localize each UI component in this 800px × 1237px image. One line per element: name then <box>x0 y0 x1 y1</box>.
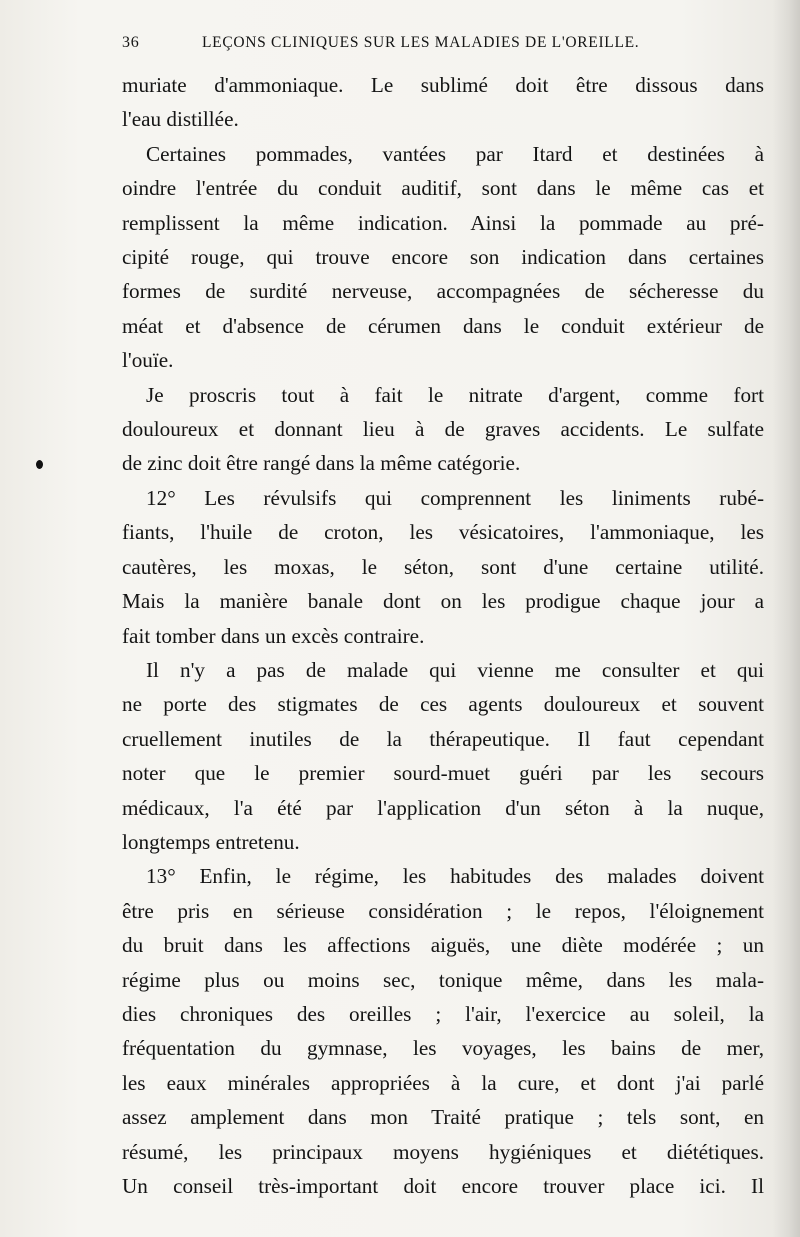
text-line: dies chroniques des oreilles ; l'air, l'exercice au soleil, la <box>122 1001 764 1026</box>
page-header <box>122 34 762 56</box>
text-line: médicaux, l'a été par l'application d'un séton à la nuque, <box>122 795 764 820</box>
text-line: fiants, l'huile de croton, les vésicatoires, l'ammoniaque, les <box>122 520 764 545</box>
text-line: être pris en sérieuse considération ; le repos, l'éloignement <box>122 898 764 923</box>
text-line: méat et d'absence de cérumen dans le conduit extérieur de <box>122 313 764 338</box>
text-line: fait tomber dans un excès contraire. <box>122 623 425 648</box>
text-line: remplissent la même indication. Ainsi la pommade au pré- <box>122 210 764 235</box>
text-line: résumé, les principaux moyens hygiéniques et diététiques. <box>122 1139 764 1164</box>
text-line: Je proscris tout à fait le nitrate d'argent, comme fort <box>146 382 764 407</box>
text-line: cipité rouge, qui trouve encore son indication dans certaines <box>122 245 764 270</box>
body-text <box>122 68 764 1203</box>
page-gutter-shadow <box>772 0 800 1237</box>
text-line: les eaux minérales appropriées à la cure, et dont j'ai parlé <box>122 1070 764 1095</box>
text-line: Il n'y a pas de malade qui vienne me consulter et qui <box>146 657 764 682</box>
text-line: l'ouïe. <box>122 348 174 373</box>
margin-ink-mark <box>36 460 43 469</box>
text-line: cruellement inutiles de la thérapeutique. Il faut cependant <box>122 726 764 751</box>
text-line: régime plus ou moins sec, tonique même, dans les mala- <box>122 967 764 992</box>
text-line: du bruit dans les affections aiguës, une diète modérée ; un <box>122 933 764 958</box>
page-number: 36 <box>122 34 140 51</box>
text-line: fréquentation du gymnase, les voyages, les bains de mer, <box>122 1036 764 1061</box>
text-line: oindre l'entrée du conduit auditif, sont dans le même cas et <box>122 176 764 201</box>
text-line: Certaines pommades, vantées par Itard et destinées à <box>146 141 764 166</box>
text-line: Mais la manière banale dont on les prodigue chaque jour a <box>122 589 764 614</box>
text-line: l'eau distillée. <box>122 107 239 132</box>
text-line: assez amplement dans mon Traité pratique ; tels sont, en <box>122 1105 764 1130</box>
text-line: douloureux et donnant lieu à de graves accidents. Le sulfate <box>122 417 764 442</box>
text-line: Un conseil très-important doit encore trouver place ici. Il <box>122 1174 764 1198</box>
text-line: 12° Les révulsifs qui comprennent les liniments rubé- <box>146 485 764 510</box>
text-line: muriate d'ammoniaque. Le sublimé doit être dissous dans <box>122 73 764 97</box>
text-line: de zinc doit être rangé dans la même catégorie. <box>122 451 521 476</box>
text-line: longtemps entretenu. <box>122 829 300 854</box>
text-line: 13° Enfin, le régime, les habitudes des malades doivent <box>146 864 764 889</box>
text-line: cautères, les moxas, le séton, sont d'une certaine utilité. <box>122 554 764 579</box>
text-line: formes de surdité nerveuse, accompagnées de sécheresse du <box>122 279 764 304</box>
text-line: noter que le premier sourd-muet guéri par les secours <box>122 761 764 786</box>
text-line: ne porte des stigmates de ces agents douloureux et souvent <box>122 692 764 717</box>
running-title: LEÇONS CLINIQUES SUR LES MALADIES DE L'OREILLE. <box>202 34 640 51</box>
